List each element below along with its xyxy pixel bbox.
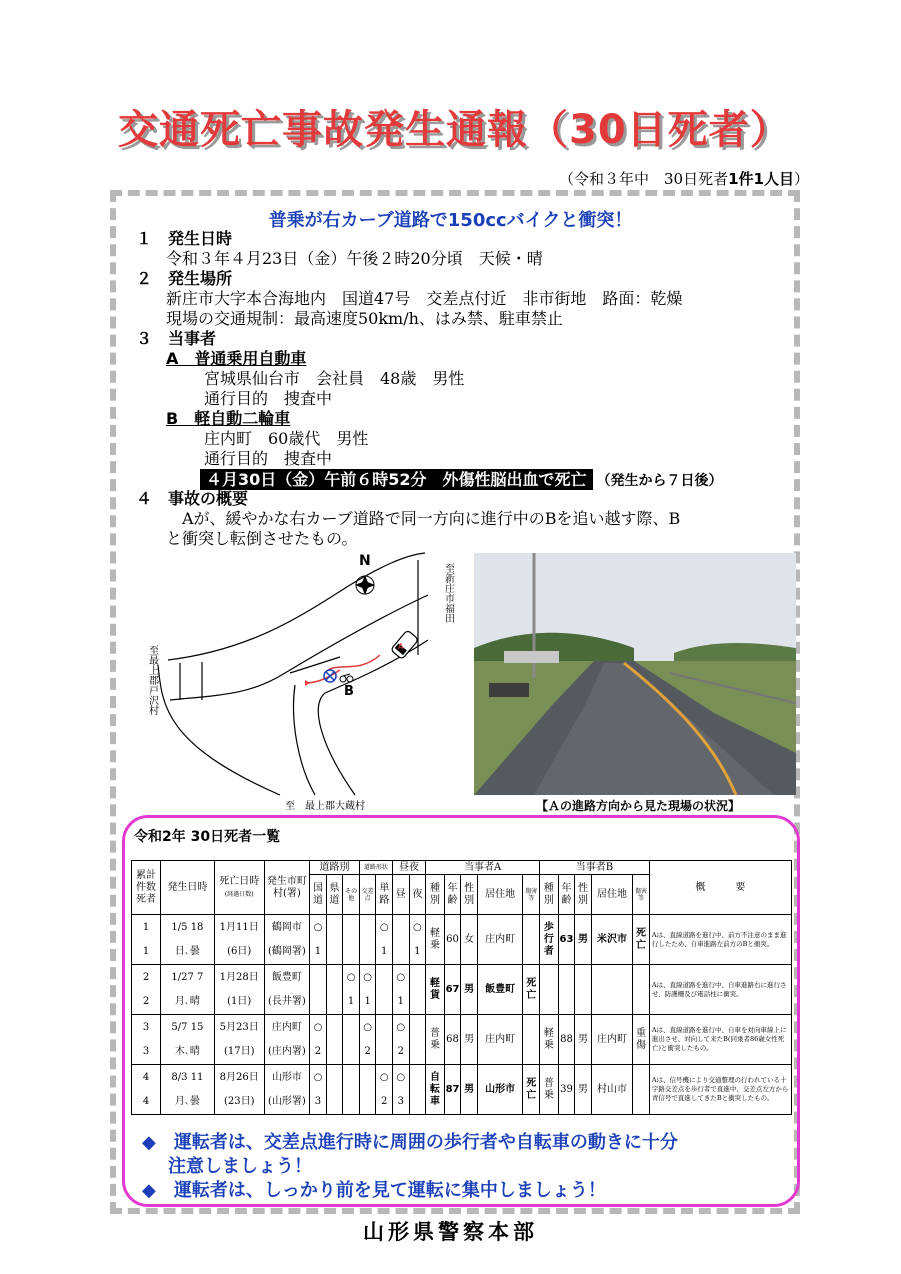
table-cell — [326, 1065, 343, 1115]
table-cell: 1/5 18 日､曇 — [161, 915, 215, 965]
col-shape-single: 単路 — [376, 875, 393, 915]
section-4: ４ 事故の概要 — [136, 489, 249, 508]
table-row — [132, 915, 792, 965]
road-edge-middle — [170, 595, 428, 700]
col-party-b: 当事者B — [540, 861, 650, 875]
table-cell: 山形市 — [477, 1065, 523, 1115]
table-cell: 飯豊町 — [477, 965, 523, 1015]
table-cell — [326, 965, 343, 1015]
fatality-table — [131, 860, 792, 1115]
col-day: 昼 — [393, 875, 410, 915]
table-cell: 死亡 — [523, 965, 540, 1015]
table-cell: 5/7 15 木､晴 — [161, 1015, 215, 1065]
col-road-national: 国道 — [310, 875, 327, 915]
section-1: １ 発生日時 — [136, 229, 233, 248]
direction-right-label: 至新庄市福田 — [442, 563, 454, 623]
col-city: 発生市町村(署) — [264, 861, 310, 915]
table-cell: 普乗 — [426, 1015, 445, 1065]
vehicle-a-path — [328, 655, 380, 670]
table-cell: 1/27 7 月､晴 — [161, 965, 215, 1015]
accident-map — [140, 545, 465, 815]
col-night: 夜 — [409, 875, 426, 915]
table-cell: 飯豊町 (長井署) — [264, 965, 310, 1015]
incident-headline: 普乗が右カーブ道路で150ccバイクと衝突！ — [268, 210, 633, 231]
party-a-heading: A 普通乗用自動車 — [166, 349, 307, 368]
table-cell: 男 — [461, 1065, 478, 1115]
party-b-info: 庄内町 60歳代 男性 — [204, 429, 369, 448]
table-cell — [359, 1065, 376, 1115]
page-title: 交通死亡事故発生通報（30日死者） — [118, 107, 791, 153]
col-summary: 概 要 — [649, 861, 791, 915]
row-summary: Aは、直線道路を進行中、自車進路右に進行させ、防護柵及び電話柱に衝突。 — [649, 965, 791, 1015]
compass-icon — [355, 575, 375, 595]
col-a-sex: 性別 — [461, 875, 478, 915]
bike-b-label: B — [344, 684, 354, 699]
table-cell: ○ 3 — [393, 1065, 410, 1115]
location-line: 新庄市大字本合海地内 国道47号 交差点付近 非市街地 路面：乾燥 — [166, 289, 683, 308]
table-cell: 歩行者 — [540, 915, 559, 965]
table-cell: ○ 2 — [359, 1015, 376, 1065]
table-cell: 1月11日 (6日) — [214, 915, 264, 965]
table-cell: 死亡 — [633, 915, 650, 965]
party-a-info: 宮城県仙台市 会社員 48歳 男性 — [204, 369, 465, 388]
col-a-injury: 傷害等 — [523, 875, 540, 915]
table-cell — [343, 1015, 360, 1065]
table-cell — [326, 1015, 343, 1065]
table-cell: 男 — [575, 915, 592, 965]
photo-caption: 【Ａの進路方向から見た現場の状況】 — [536, 799, 741, 813]
table-row — [132, 965, 792, 1015]
table-cell: 1月28日 (1日) — [214, 965, 264, 1015]
col-shape: 道路形状 — [359, 861, 392, 875]
table-cell: 5月23日 (17日) — [214, 1015, 264, 1065]
table-cell — [310, 965, 327, 1015]
table-cell: 死亡 — [523, 1065, 540, 1115]
table-cell: 2 2 — [132, 965, 161, 1015]
table-cell: ○ 1 — [310, 915, 327, 965]
table-cell: 67 — [444, 965, 461, 1015]
table-cell: 男 — [461, 965, 478, 1015]
warning-1-cont: 注意しましょう！ — [168, 1156, 312, 1177]
table-cell: 重傷 — [633, 1015, 650, 1065]
table-cell: 軽乗 — [540, 1015, 559, 1065]
col-b-age: 年齢 — [558, 875, 575, 915]
table-cell: ○ 3 — [310, 1065, 327, 1115]
traffic-regulation-line: 現場の交通規制：最高速度50km/h、はみ禁、駐車禁止 — [166, 309, 563, 328]
table-cell: ○ 1 — [393, 965, 410, 1015]
road-edge-right — [318, 640, 428, 795]
table-cell: 軽貨 — [426, 965, 445, 1015]
table-cell: 山形市 (山形署) — [264, 1065, 310, 1115]
table-cell — [523, 915, 540, 965]
party-b-purpose: 通行目的 捜査中 — [204, 449, 333, 468]
table-cell: 米沢市 — [591, 915, 632, 965]
north-label: N — [359, 553, 371, 569]
col-b-sex: 性別 — [575, 875, 592, 915]
list-title: 令和2年 30日死者一覧 — [134, 829, 281, 845]
summary-line-1: Aが、緩やかな右カーブ道路で同一方向に進行中のBを追い越す際、B — [166, 509, 681, 528]
road-edge-left-branch — [294, 685, 315, 795]
table-cell — [376, 965, 393, 1015]
car-a-label: A — [398, 642, 404, 651]
table-cell — [633, 1065, 650, 1115]
table-cell — [409, 965, 426, 1015]
table-cell: 8月26日 (23日) — [214, 1065, 264, 1115]
table-cell: 庄内町 (庄内署) — [264, 1015, 310, 1065]
section-3: ３ 当事者 — [136, 329, 217, 348]
section-2: ２ 発生場所 — [136, 269, 233, 288]
col-road-pref: 県道 — [326, 875, 343, 915]
table-cell — [523, 1015, 540, 1065]
row-summary: Aは、直線道路を進行中、前方不注意のまま進行したため、自車進路左前方のBと衝突。 — [649, 915, 791, 965]
table-cell: 3 3 — [132, 1015, 161, 1065]
year-count-subtitle: （令和３年中 30日死者1件1人目） — [559, 170, 809, 188]
table-cell: 庄内町 — [477, 1015, 523, 1065]
col-daynight: 昼夜 — [393, 861, 426, 875]
table-cell: 1 1 — [132, 915, 161, 965]
table-cell — [558, 965, 575, 1015]
table-cell — [359, 915, 376, 965]
table-cell — [393, 915, 410, 965]
table-cell — [633, 965, 650, 1015]
col-a-age: 年齢 — [444, 875, 461, 915]
table-cell: ○ 1 — [409, 915, 426, 965]
table-row — [132, 1015, 792, 1065]
table-cell: 4 4 — [132, 1065, 161, 1115]
death-notice: ４月30日（金）午前６時52分 外傷性脳出血で死亡 （発生から７日後） — [200, 467, 723, 490]
table-cell: 68 — [444, 1015, 461, 1065]
table-cell: ○ 2 — [310, 1015, 327, 1065]
table-cell: 自転車 — [426, 1065, 445, 1115]
table-cell — [540, 965, 559, 1015]
party-a-purpose: 通行目的 捜査中 — [204, 389, 333, 408]
table-cell: ○ 1 — [359, 965, 376, 1015]
table-cell: 普乗 — [540, 1065, 559, 1115]
issuer-footer: 山形県警察本部 — [363, 1219, 538, 1244]
table-cell: 39 — [558, 1065, 575, 1115]
col-b-kind: 種別 — [540, 875, 559, 915]
warning-2: ◆ 運転者は、しっかり前を見て運転に集中しましょう！ — [142, 1180, 606, 1201]
arrow-icon — [305, 680, 310, 686]
table-cell: ○ 1 — [376, 915, 393, 965]
table-cell: ○ 1 — [343, 965, 360, 1015]
col-a-home: 居住地 — [477, 875, 523, 915]
table-cell: 88 — [558, 1015, 575, 1065]
col-party-a: 当事者A — [426, 861, 540, 875]
warning-1: ◆ 運転者は、交差点進行時に周囲の歩行者や自転車の動きに十分 — [142, 1132, 678, 1153]
table-cell: 女 — [461, 915, 478, 965]
table-cell: 63 — [558, 915, 575, 965]
table-row — [132, 1065, 792, 1115]
table-cell: 村山市 — [591, 1065, 632, 1115]
col-date: 発生日時 — [161, 861, 215, 915]
col-b-injury: 傷害等 — [633, 875, 650, 915]
table-cell: 軽乗 — [426, 915, 445, 965]
table-cell — [409, 1065, 426, 1115]
table-cell — [591, 965, 632, 1015]
col-death-date: 死亡日時 (経過日数) — [214, 861, 264, 915]
col-a-kind: 種別 — [426, 875, 445, 915]
table-cell: 87 — [444, 1065, 461, 1115]
col-b-home: 居住地 — [591, 875, 632, 915]
collision-icon — [324, 670, 336, 682]
col-count: 累計件数死者 — [132, 861, 161, 915]
scene-photo — [474, 553, 796, 795]
table-cell — [343, 915, 360, 965]
table-cell: ○ 2 — [393, 1015, 410, 1065]
table-cell: 60 — [444, 915, 461, 965]
road-edge-upper — [168, 553, 425, 660]
table-cell — [343, 1065, 360, 1115]
car-a-icon — [391, 630, 419, 660]
col-shape-cross: 交差点 — [359, 875, 376, 915]
direction-left-label: 至最上郡戸沢村 — [146, 645, 158, 715]
row-summary: Aは、信号機により交通整理の行われている十字路交差点を歩行者で直進中、交差点左方から青信号で直進してきたBと衝突したもの。 — [649, 1065, 791, 1115]
table-cell: 男 — [575, 1065, 592, 1115]
table-cell: 男 — [575, 1015, 592, 1065]
direction-bottom-label: 至 最上郡大蔵村 — [285, 801, 365, 812]
party-b-heading: B 軽自動二輪車 — [166, 409, 291, 428]
col-road: 道路別 — [310, 861, 360, 875]
table-cell — [409, 1015, 426, 1065]
occurrence-datetime: 令和３年４月23日（金）午後２時20分頃 天候・晴 — [166, 249, 543, 268]
table-cell: 男 — [461, 1015, 478, 1065]
table-cell: 庄内町 — [591, 1015, 632, 1065]
table-cell: ○ 2 — [376, 1065, 393, 1115]
table-cell — [575, 965, 592, 1015]
table-cell: 鶴岡市 (鶴岡署) — [264, 915, 310, 965]
motorcycle-icon — [340, 674, 353, 682]
row-summary: Aは、直線道路を進行中、自車を対向車線上に進出させ、対向して来たB(同乗者86歳女性死亡)と衝突したもの。 — [649, 1015, 791, 1065]
table-cell: 庄内町 — [477, 915, 523, 965]
summary-line-2: と衝突し転倒させたもの。 — [166, 529, 358, 548]
table-cell — [326, 915, 343, 965]
col-road-other: その他 — [343, 875, 360, 915]
table-cell: 8/3 11 月､曇 — [161, 1065, 215, 1115]
table-cell — [376, 1015, 393, 1065]
